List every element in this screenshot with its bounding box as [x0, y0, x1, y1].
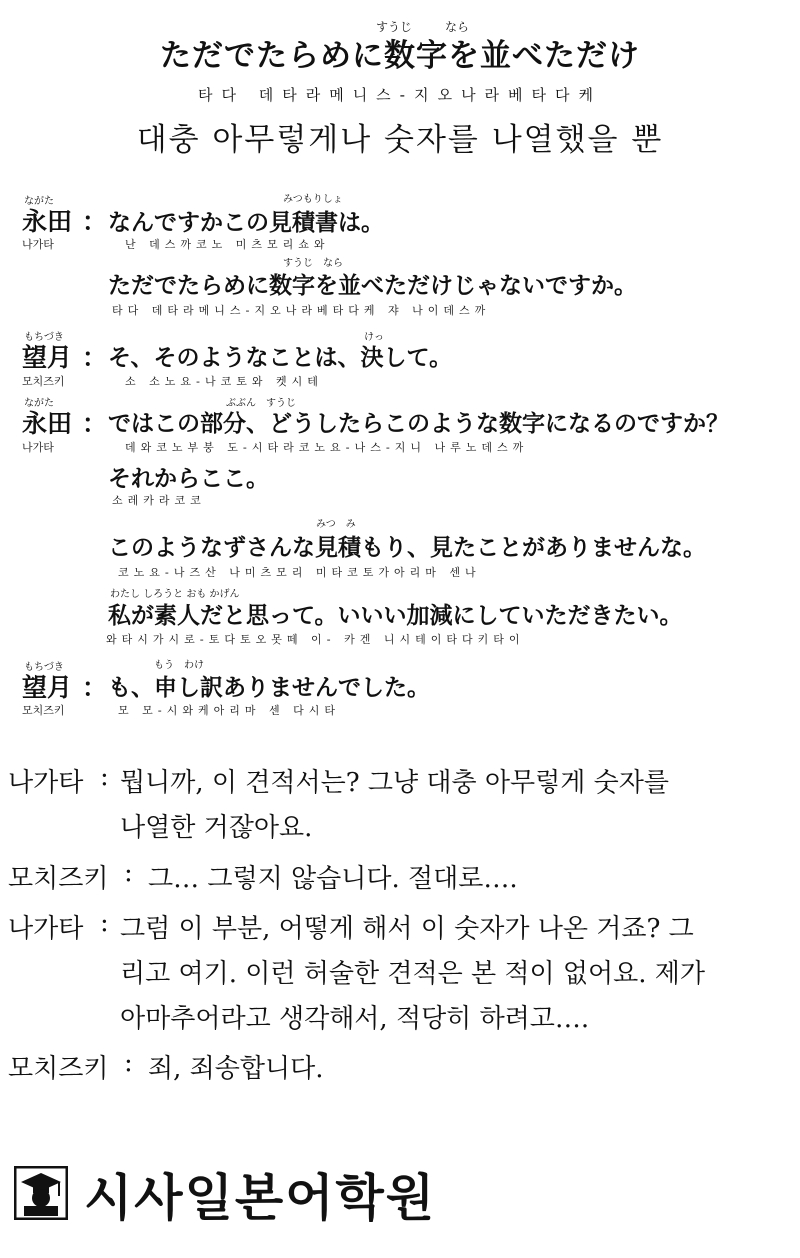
translation-colon: :	[124, 858, 133, 888]
speaker-ruby: もちづき	[24, 332, 64, 343]
translation-speaker: 모치즈키	[8, 1054, 109, 1084]
japanese-line: それからここ。	[108, 466, 269, 492]
speaker-name: 永田	[22, 207, 73, 236]
logo-text: 시사일본어학원	[84, 1169, 437, 1227]
translation-line: 뭡니까, 이 견적서는? 그냥 대충 아무렇게 숫자를	[120, 768, 669, 798]
translation-line: 아마추어라고 생각해서, 적당히 하려고….	[120, 1004, 590, 1034]
translation-line: 나열한 거잖아요.	[120, 813, 313, 843]
line-ruby: わたし しろうと おも かげん	[110, 589, 240, 600]
japanese-line: なんですかこの見積書は。	[108, 210, 384, 236]
speaker-pronunciation: 모치즈키	[22, 375, 65, 388]
translation-line: 리고 여기. 이런 허술한 견적은 본 적이 없어요. 제가	[120, 959, 705, 989]
header-ruby-suuji: すうじ	[376, 20, 413, 34]
line-ruby: けっ	[364, 332, 384, 343]
speaker-ruby: ながた	[24, 398, 54, 409]
line-pronunciation: 모 모-시와케아리마 센 다시타	[118, 704, 340, 717]
translation-colon: :	[124, 1048, 133, 1078]
line-ruby: みつ み	[316, 519, 356, 530]
translation-speaker: 모치즈키	[8, 864, 109, 894]
translation-colon: :	[100, 908, 109, 938]
speaker-name: 永田	[22, 409, 73, 438]
line-pronunciation: 타다 데타라메니스-지오나라베타다케 쟈 나이데스까	[112, 304, 491, 317]
japanese-line: ただでたらめに数字を並べただけじゃないですか。	[108, 273, 637, 299]
translation-speaker: 나가타	[8, 768, 84, 798]
speaker-pronunciation: 나가타	[22, 441, 54, 454]
line-ruby: すうじ なら	[283, 258, 343, 269]
line-ruby: もう わけ	[154, 660, 204, 671]
speaker-pronunciation: 모치즈키	[22, 704, 65, 717]
japanese-line: そ、そのようなことは、決して。	[108, 345, 453, 371]
translation-line: 그럼 이 부분, 어떻게 해서 이 숫자가 나온 거죠? 그	[120, 914, 694, 944]
line-ruby: ぶぶん すうじ	[226, 398, 296, 409]
colon: ：	[82, 343, 108, 372]
line-pronunciation: 와타시가시로-토다토오못떼 이- 카겐 니시테이타다키타이	[106, 633, 525, 646]
header-korean: 대충 아무렇게나 숫자를 나열했을 뿐	[136, 122, 664, 158]
translation-line: 그… 그렇지 않습니다. 절대로….	[148, 864, 518, 894]
dialogue-block	[0, 180, 800, 725]
header-pronunciation: 타다 데타라메니스-지오나라베타다케	[197, 86, 603, 104]
translation-speaker: 나가타	[8, 914, 84, 944]
speaker-ruby: もちづき	[24, 662, 64, 673]
line-pronunciation: 코노요-나즈산 나미츠모리 미타코토가아리마 센나	[118, 566, 481, 579]
japanese-line: も、申し訳ありませんでした。	[108, 675, 430, 701]
translation-line: 죄, 죄송합니다.	[148, 1054, 324, 1084]
scholar-logo-icon	[14, 1166, 68, 1220]
speaker-name: 望月	[22, 343, 73, 372]
colon: ：	[82, 409, 108, 438]
line-pronunciation: 소 소노요-나코토와 켓시테	[125, 375, 323, 388]
line-pronunciation: 난 데스까코노 미츠모리쇼와	[125, 238, 330, 251]
speaker-ruby: ながた	[24, 196, 54, 207]
colon: ：	[82, 673, 108, 702]
speaker-name: 望月	[22, 673, 73, 702]
japanese-line: このようなずさんな見積もり、見たことがありませんな。	[108, 535, 706, 561]
translation-colon: :	[100, 762, 109, 792]
header-ruby-nara: なら	[445, 20, 470, 34]
speaker-pronunciation: 나가타	[22, 238, 54, 251]
header-japanese: ただでたらめに数字を並べただけ	[160, 38, 640, 74]
colon: ：	[82, 207, 108, 236]
line-ruby: みつもりしょ	[283, 194, 343, 205]
line-pronunciation: 소레카라코코	[112, 494, 206, 507]
japanese-line: 私が素人だと思って。いいい加減にしていただきたい。	[108, 603, 683, 629]
line-pronunciation: 데와코노부붕 도-시타라코노요-나스-지니 나루노데스까	[125, 441, 529, 454]
japanese-line: ではこの部分、どうしたらこのような数字になるのですか？	[108, 411, 729, 437]
